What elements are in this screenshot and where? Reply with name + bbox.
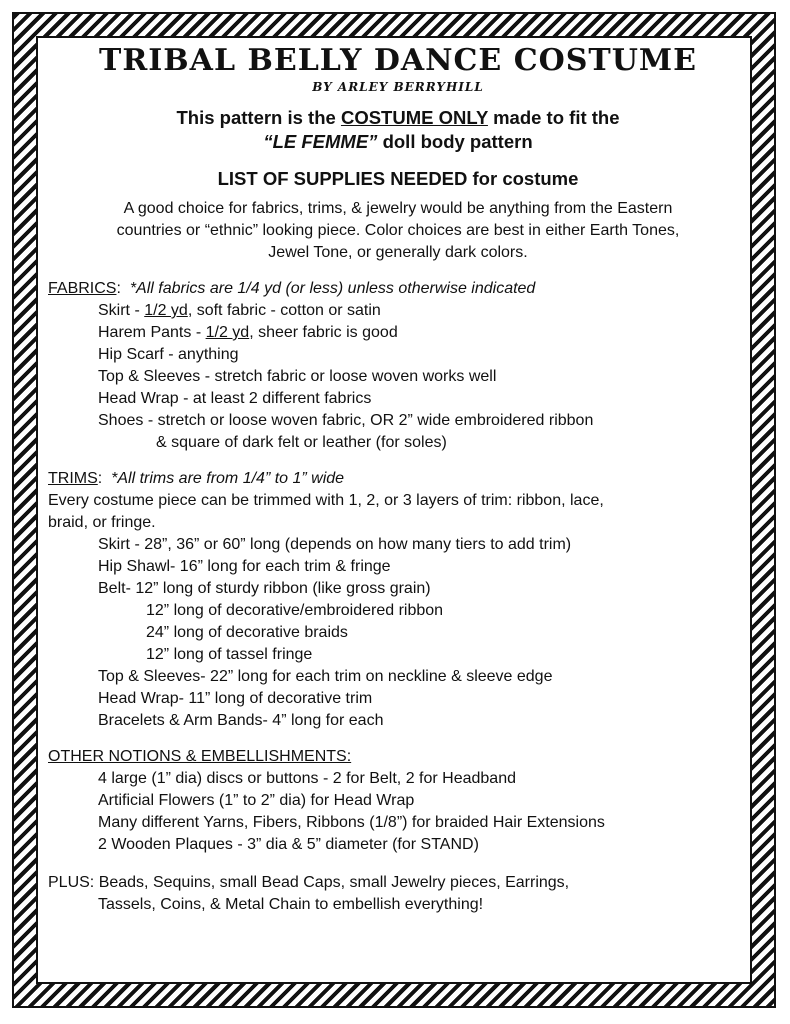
trims-intro: Every costume piece can be trimmed with 1, 2, or 3 layers of trim: ribbon, lace,	[48, 492, 604, 509]
list-subitem: 12” long of tassel fringe	[146, 646, 313, 663]
item-text: , soft fabric - cotton or satin	[187, 302, 381, 319]
subtitle-text: doll body pattern	[377, 131, 533, 152]
item-text: Skirt -	[98, 302, 145, 319]
intro-line: Jewel Tone, or generally dark colors.	[268, 244, 528, 261]
list-item: 2 Wooden Plaques - 3” dia & 5” diameter (for STAND)	[98, 836, 479, 853]
list-item: Skirt - 28”, 36” or 60” long (depends on how many tiers to add trim)	[98, 536, 572, 553]
trims-intro: braid, or fringe.	[48, 514, 156, 531]
list-item	[48, 322, 748, 344]
item-amount: 1/2 yd	[205, 324, 250, 341]
trims-heading: TRIMS	[48, 470, 98, 487]
list-subitem: 24” long of decorative braids	[146, 624, 348, 641]
colon: :	[97, 470, 112, 487]
list-item	[48, 300, 748, 322]
list-item: Shoes - stretch or loose woven fabric, OR 2” wide embroidered ribbon	[98, 412, 594, 429]
fabrics-note: *All fabrics are 1/4 yd (or less) unless otherwise indicated	[129, 280, 536, 297]
plus-line: Tassels, Coins, & Metal Chain to embellish everything!	[98, 896, 484, 913]
document-title: TRIBAL BELLY DANCE COSTUME	[99, 43, 697, 78]
notions-heading: OTHER NOTIONS & EMBELLISHMENTS:	[48, 748, 352, 765]
plus-section	[48, 872, 748, 916]
fabrics-heading: FABRICS	[48, 280, 117, 297]
subtitle-text: This pattern is the	[176, 107, 341, 128]
list-item-continued: & square of dark felt or leather (for soles)	[156, 434, 447, 451]
subtitle-underlined: COSTUME ONLY	[340, 107, 488, 128]
pattern-subtitle	[48, 106, 748, 154]
intro-paragraph	[48, 198, 748, 264]
list-subitem: 12” long of decorative/embroidered ribbon	[146, 602, 444, 619]
list-item: 4 large (1” dia) discs or buttons - 2 for Belt, 2 for Headband	[98, 770, 516, 787]
document-content	[48, 44, 748, 916]
plus-line: PLUS: Beads, Sequins, small Bead Caps, small Jewelry pieces, Earrings,	[48, 874, 570, 891]
notions-section	[48, 746, 748, 856]
item-text: Harem Pants -	[98, 324, 206, 341]
list-item: Top & Sleeves - stretch fabric or loose woven works well	[98, 368, 497, 385]
supplies-heading: LIST OF SUPPLIES NEEDED for costume	[217, 168, 579, 189]
fabrics-section	[48, 278, 748, 454]
list-item: Top & Sleeves- 22” long for each trim on neckline & sleeve edge	[98, 668, 553, 685]
trims-section	[48, 468, 748, 732]
list-item: Artificial Flowers (1” to 2” dia) for Head Wrap	[98, 792, 415, 809]
list-item: Head Wrap- 11” long of decorative trim	[98, 690, 373, 707]
author-byline: BY ARLEY BERRYHILL	[312, 80, 484, 94]
list-item: Bracelets & Arm Bands- 4” long for each	[98, 712, 384, 729]
list-item: Hip Scarf - anything	[98, 346, 239, 363]
intro-line: countries or “ethnic” looking piece. Color choices are best in either Earth Tones,	[116, 222, 680, 239]
colon: :	[116, 280, 130, 297]
list-item: Belt- 12” long of sturdy ribbon (like gross grain)	[98, 580, 431, 597]
list-item: Hip Shawl- 16” long for each trim & fringe	[98, 558, 391, 575]
doll-name: “LE FEMME”	[263, 131, 378, 152]
list-item: Many different Yarns, Fibers, Ribbons (1/8”) for braided Hair Extensions	[98, 814, 605, 831]
subtitle-text: made to fit the	[487, 107, 620, 128]
item-text: , sheer fabric is good	[249, 324, 398, 341]
intro-line: A good choice for fabrics, trims, & jewelry would be anything from the Eastern	[123, 200, 673, 217]
list-item: Head Wrap - at least 2 different fabrics	[98, 390, 372, 407]
trims-note: *All trims are from 1/4” to 1” wide	[111, 470, 345, 487]
item-amount: 1/2 yd	[144, 302, 188, 319]
